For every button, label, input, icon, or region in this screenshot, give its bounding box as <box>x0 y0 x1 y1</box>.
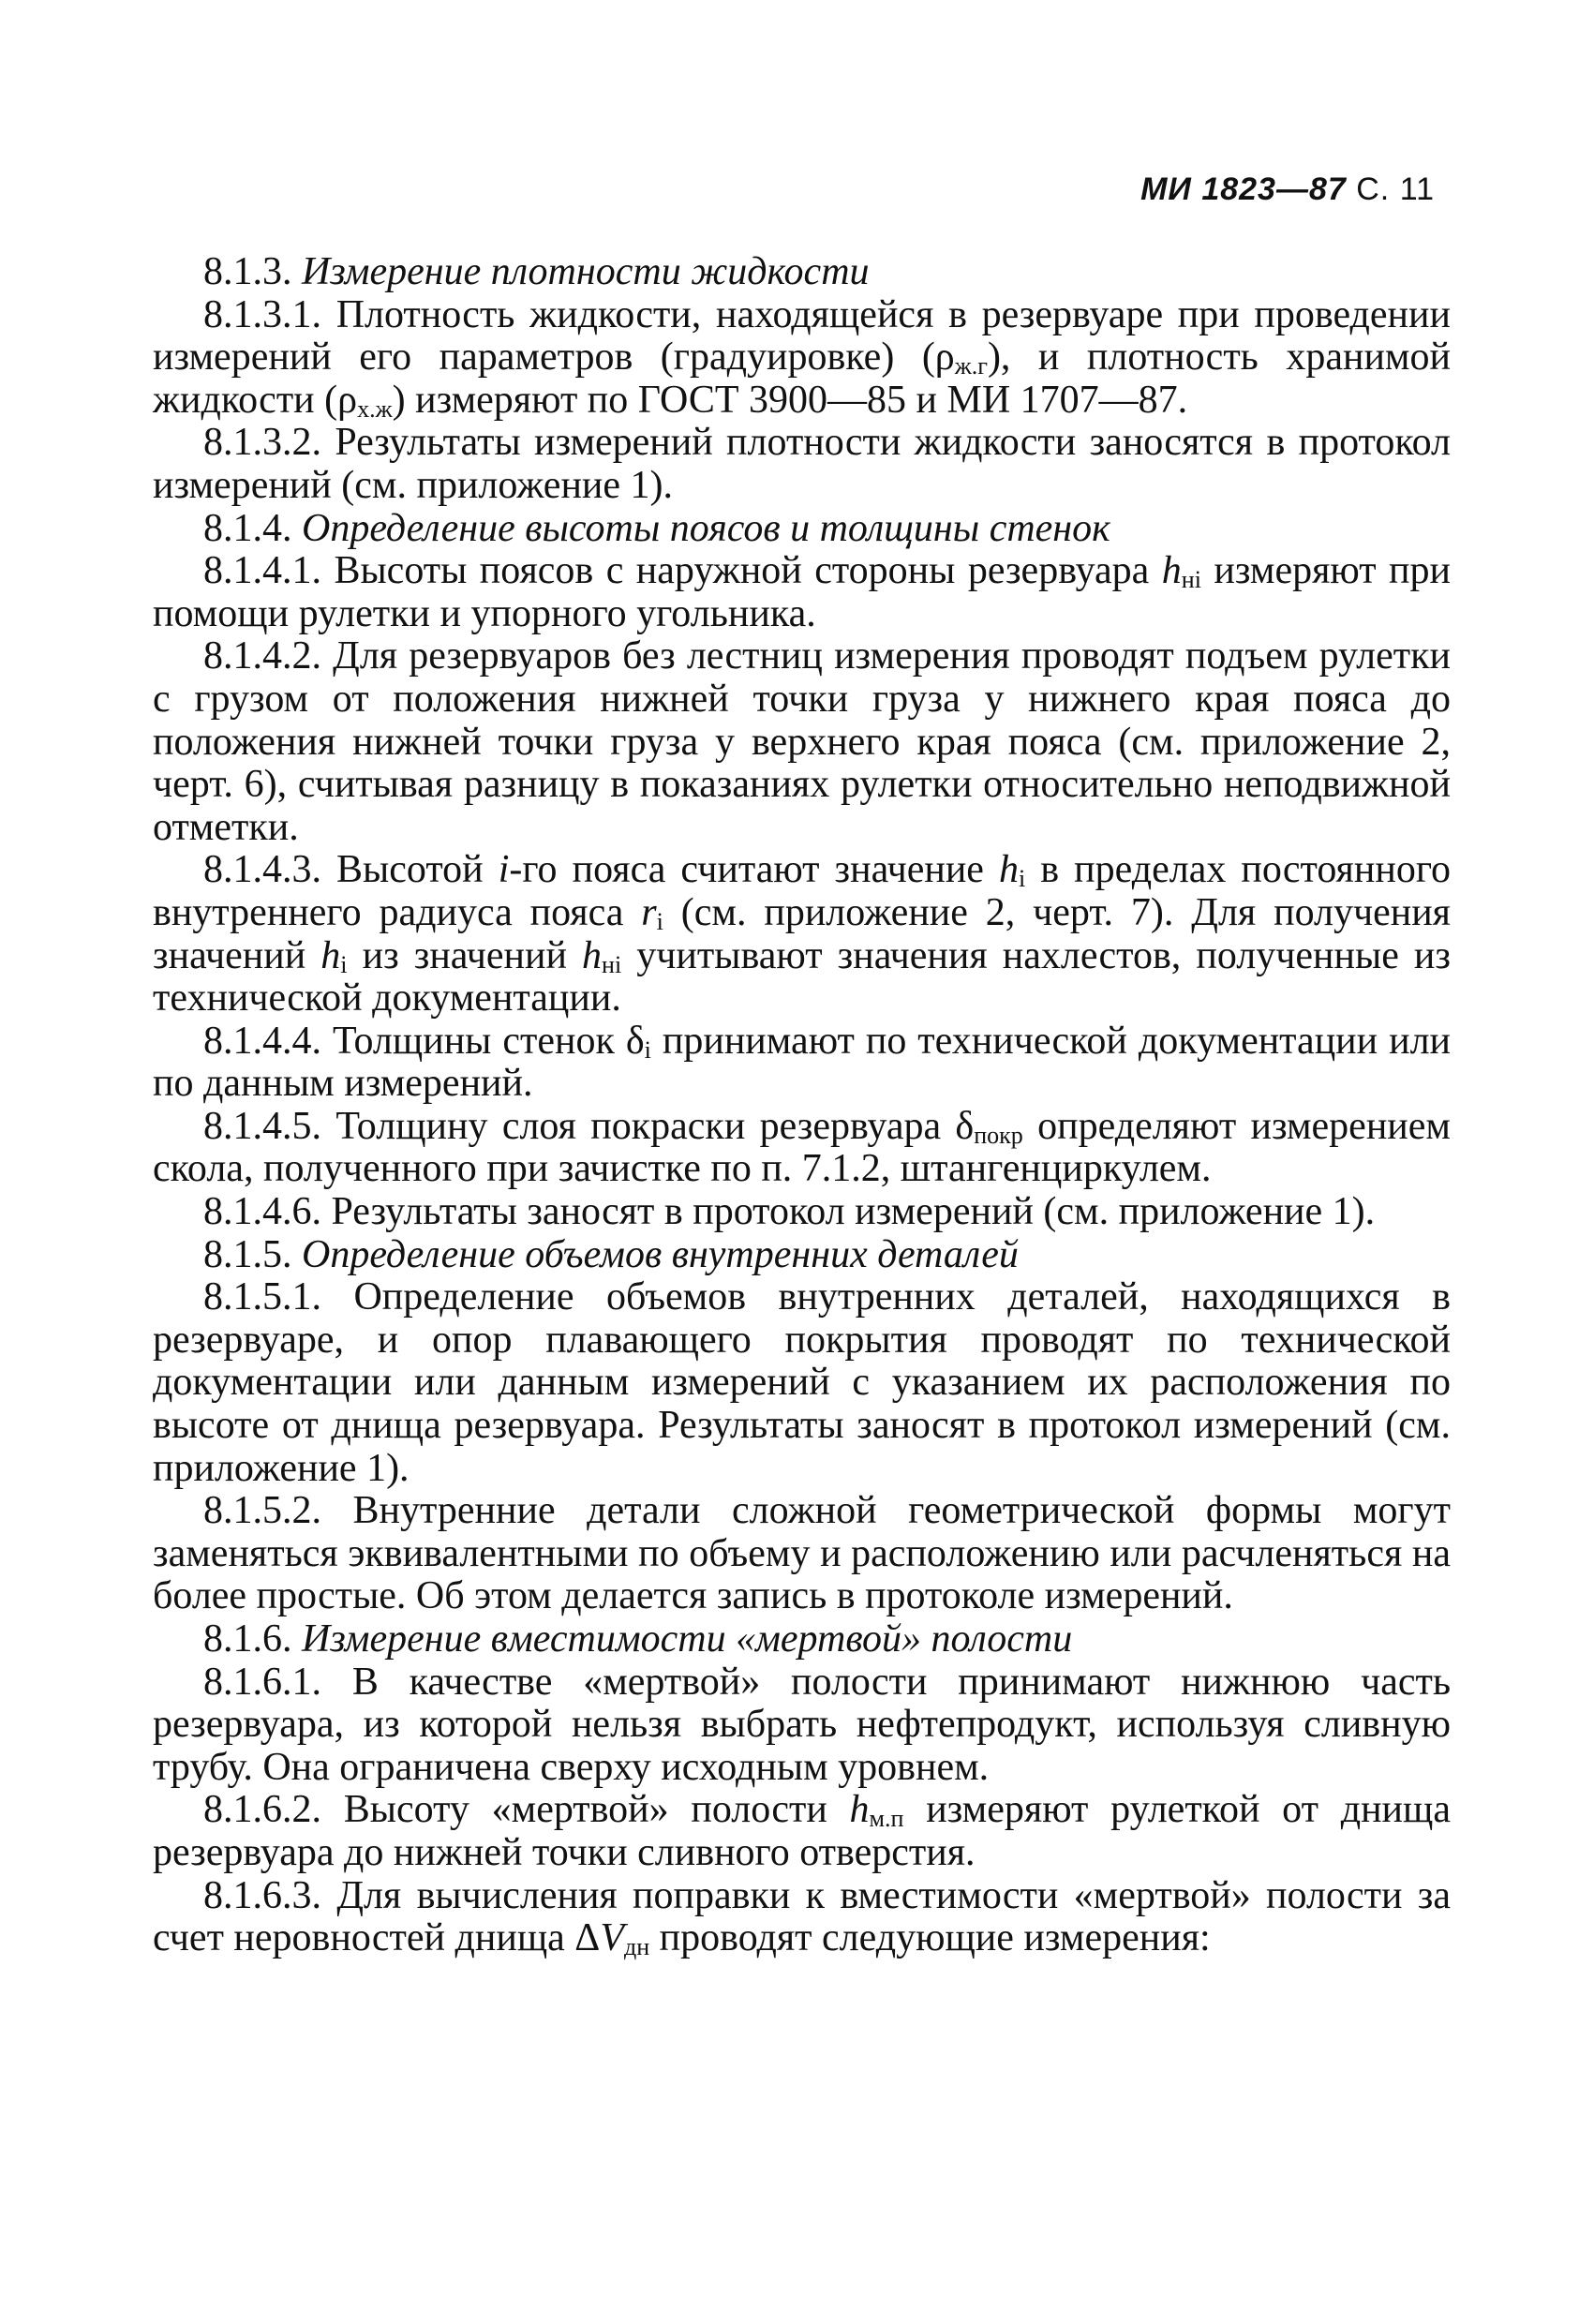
section-heading: 8.1.4. Определение высоты поясов и толщины стенок <box>203 506 1110 550</box>
section-heading: 8.1.6. Измерение вместимости «мертвой» полости <box>203 1617 1073 1661</box>
section-heading: 8.1.3. Измерение плотности жидкости <box>203 250 870 293</box>
paragraph: 8.1.6.2. Высоту «мертвой» полости $h_{м.п}$ измеряют рулеткой от днища резервуара до нижней точки сливного отверстия. <box>153 1788 1452 1874</box>
paragraph: 8.1.3.2. Результаты измерений плотности жидкости заносятся в протокол измерений (см. приложение 1). <box>153 421 1451 507</box>
document-body <box>153 251 1451 1960</box>
paragraph: 8.1.4.4. Толщины стенок $\delta_i$ принимают по технической документации или по данным измерений. <box>153 1019 1452 1106</box>
page-number: С. 11 <box>1356 171 1435 207</box>
paragraph: 8.1.4.6. Результаты заносят в протокол измерений (см. приложение 1). <box>203 1190 1376 1234</box>
paragraph: 8.1.5.1. Определение объемов внутренних деталей, находящихся в резервуаре, и опор плавающего покрытия проводят по технической документации или данным измерений с указанием их расположения по высоте от днища резервуара. Результаты заносят в протокол измерений (см. приложение 1). <box>153 1275 1451 1490</box>
document-id: МИ 1823—87 <box>1140 171 1347 207</box>
paragraph: 8.1.4.1. Высоты поясов с наружной стороны резервуара $h_{нi}$ измеряют при помощи рулетки и упорного угольника. <box>153 549 1451 635</box>
section-heading: 8.1.5. Определение объемов внутренних деталей <box>203 1232 1019 1276</box>
paragraph: 8.1.6.1. В качестве «мертвой» полости принимают нижнюю часть резервуара, из которой нельзя выбрать нефтепродукт, используя сливную трубу. Она ограничена сверху исходным уровнем. <box>153 1660 1451 1789</box>
paragraph: 8.1.3.1. Плотность жидкости, находящейся в резервуаре при проведении измерений его параметров (градуировке) $(\rho_{ж.г})$, и плотность хранимой жидкости $(\rho_{х.ж})$ измеряют по ГОСТ 3900—85 и МИ 1707—87. <box>153 292 1451 423</box>
paragraph: 8.1.6.3. Для вычисления поправки к вместимости «мертвой» полости за счет неровностей днища $\Delta V_{дн}$ проводят следующие измерения: <box>153 1873 1451 1961</box>
page-header <box>1140 171 1435 208</box>
paragraph: 8.1.4.3. Высотой i-го пояса считают значение $h_i$ в пределах постоянного внутреннего радиуса пояса $r_i$ (см. приложение 2, черт. 7). Для получения значений $h_i$ из значений $h_{нi}$ учитывают значения нахлестов, полученные из технической документации. <box>153 848 1452 1020</box>
paragraph: 8.1.4.2. Для резервуаров без лестниц измерения проводят подъем рулетки с грузом от положения нижней точки груза у нижнего края пояса до положения нижней точки груза у верхнего края пояса (см. приложение 2, черт. 6), считывая разницу в показаниях рулетки относительно неподвижной отметки. <box>153 634 1452 849</box>
paragraph: 8.1.5.2. Внутренние детали сложной геометрической формы могут заменяться эквивалентными по объему и расположению или расчленяться на более простые. Об этом делается запись в протоколе измерений. <box>153 1489 1452 1618</box>
paragraph: 8.1.4.5. Толщину слоя покраски резервуара $\delta_{покр}$ определяют измерением скола, полученного при зачистке по п. 7.1.2, штангенциркулем. <box>153 1104 1451 1191</box>
